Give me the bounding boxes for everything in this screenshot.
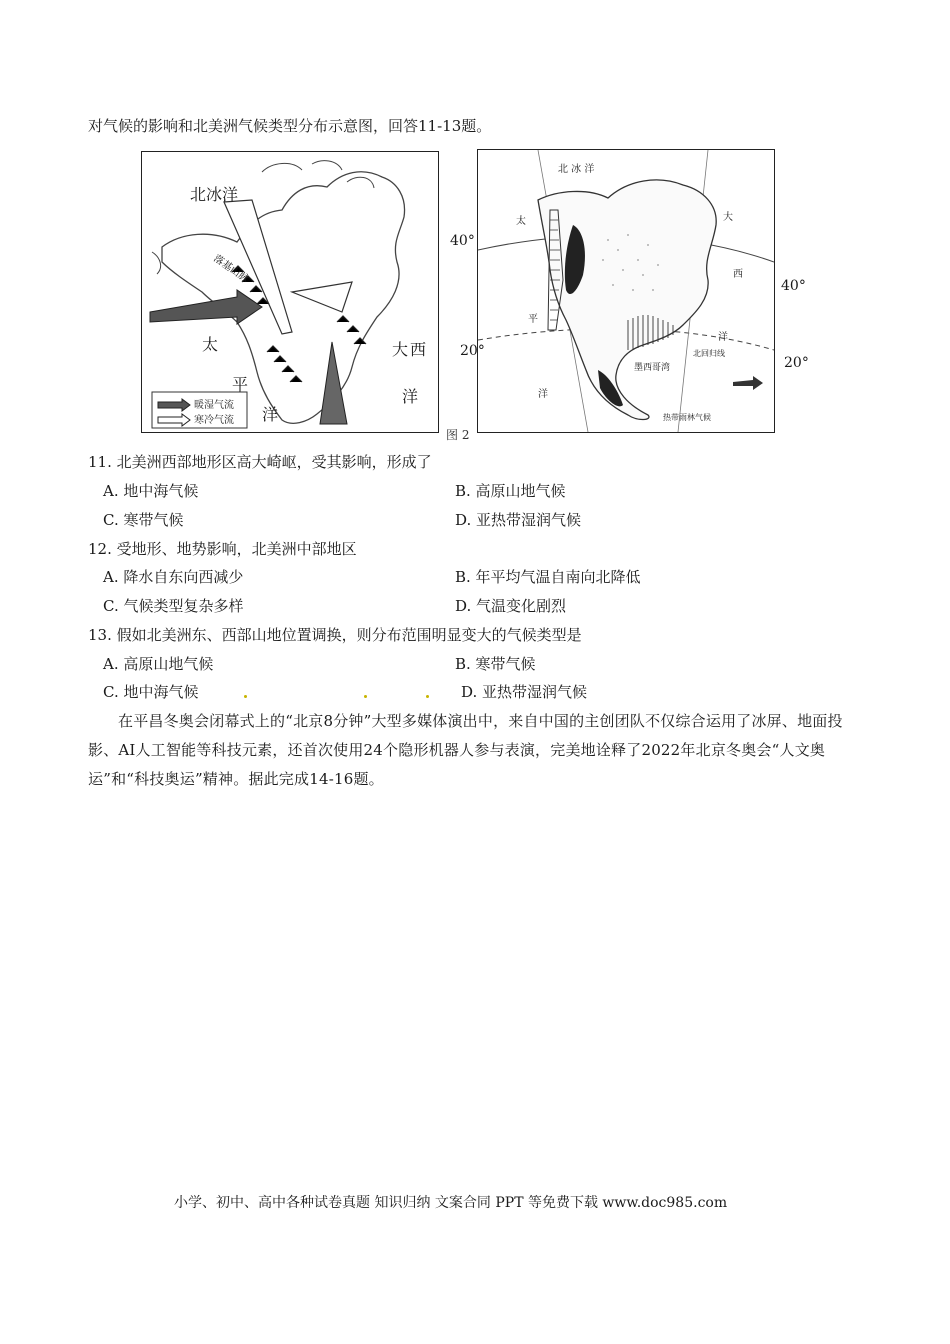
map2-pacific-label-3: 洋 [538,389,548,400]
question-12-option-d: D. 气温变化剧烈 [455,597,567,615]
question-13-option-c: C. 地中海气候 [103,683,199,701]
question-11-option-d: D. 亚热带湿润气候 [455,511,582,529]
lat40-left-label: 40° [450,233,475,249]
map1-pacific-label-1: 太 [202,335,219,354]
map-climate-types-drawing [478,150,774,432]
map1-arctic-label: 北冰洋 [190,185,239,204]
map1-pacific-label-2: 平 [232,375,249,394]
question-13-option-a: A. 高原山地气候 [103,655,214,673]
intro-text: 对气候的影响和北美洲气候类型分布示意图，回答11-13题。 [88,117,492,135]
question-13-stem: 13. 假如北美洲东、西部山地位置调换，则分布范围明显变大的气候类型是 [88,626,582,644]
map2-atlantic-label-2: 西 [733,269,743,280]
question-13-option-d: D. 亚热带湿润气候 [461,683,588,701]
map1-legend-warm: 暖湿气流 [194,400,234,411]
lat20-right-label: 20° [784,355,809,371]
question-11-option-b: B. 高原山地气候 [455,482,566,500]
map2-tropic-label: 北回归线 [693,349,725,358]
map1-atlantic-label-3: 洋 [402,387,419,406]
map2-rainforest-label: 热带雨林气候 [663,413,711,422]
stray-mark-1 [244,695,247,698]
question-12-option-c: C. 气候类型复杂多样 [103,597,244,615]
map1-mountain-label: 落基山脉 [211,253,251,286]
question-12-option-a: A. 降水自东向西减少 [103,568,244,586]
map-air-flow [141,151,439,433]
map-air-flow-drawing [142,152,438,432]
map2-mexico-label: 墨西哥湾 [634,363,671,373]
map2-pacific-label-1: 太 [516,216,526,227]
map2-atlantic-label-1: 大 [723,212,733,223]
page-footer: 小学、初中、高中各种试卷真题 知识归纳 文案合同 PPT 等免费下载 www.doc985.com [174,1195,728,1211]
map-climate-types [477,149,775,433]
question-13-option-b: B. 寒带气候 [455,655,536,673]
passage-text: 在平昌冬奥会闭幕式上的“北京8分钟”大型多媒体演出中，来自中国的主创团队不仅综合运用了冰屏、地面投影、AI人工智能等科技元素，还首次使用24个隐形机器人参与表演，完美地诠释了2022年北京冬奥会“人文奥运”和“科技奥运”精神。据此完成14-16题。 [88,712,843,788]
question-11-option-a: A. 地中海气候 [103,482,199,500]
question-12-stem: 12. 受地形、地势影响，北美洲中部地区 [88,540,357,558]
lat40-right-label: 40° [781,278,806,294]
stray-mark-2 [364,695,367,698]
map1-pacific-label-3: 洋 [262,405,279,424]
map1-atlantic-label-1: 大 [392,340,409,359]
map2-arctic-label: 北 冰 洋 [558,164,595,175]
question-11-option-c: C. 寒带气候 [103,511,184,529]
stray-mark-3 [426,695,429,698]
question-11-stem: 11. 北美洲西部地形区高大崎岖，受其影响，形成了 [88,453,432,471]
question-12-option-b: B. 年平均气温自南向北降低 [455,568,641,586]
lat20-left-label: 20° [460,343,485,359]
map1-atlantic-label-2: 西 [410,340,427,359]
map1-legend-cold: 寒冷气流 [194,415,234,426]
map2-pacific-label-2: 平 [528,314,538,325]
map2-atlantic-label-3: 洋 [718,332,728,343]
figure-caption: 图 2 [446,428,470,442]
